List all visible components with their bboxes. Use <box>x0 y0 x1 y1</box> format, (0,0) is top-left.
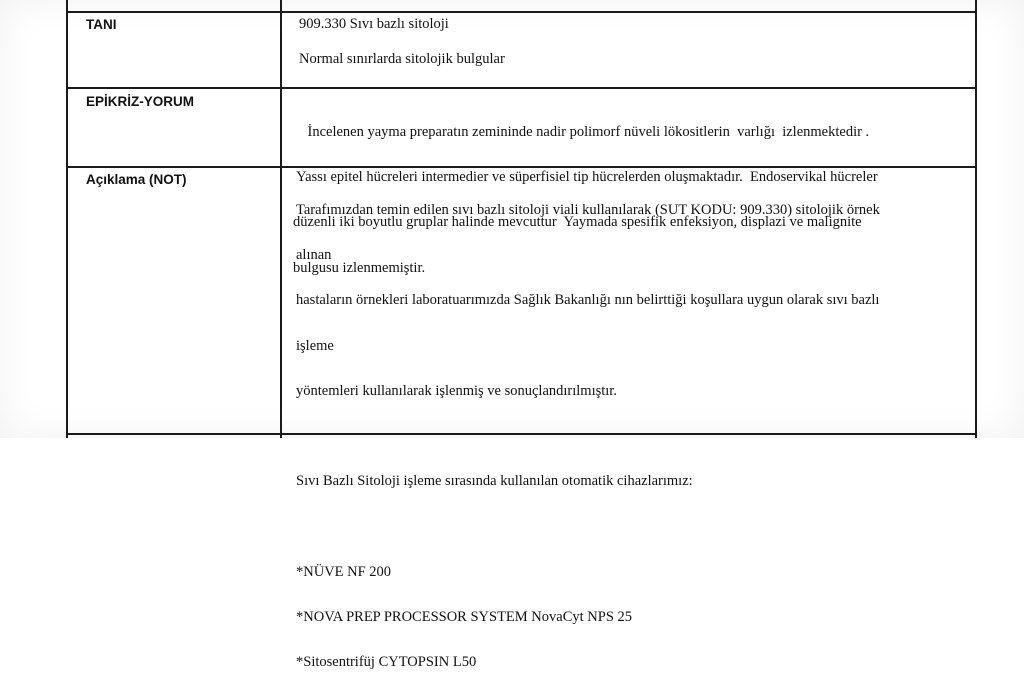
epikriz-line: Yassı epitel hücreleri intermedier ve süperfisiel tip hücrelerden oluşmaktadır. Endoservikal hücreler <box>293 169 878 186</box>
tani-code-text: 909.330 Sıvı bazlı sitoloji <box>299 16 449 32</box>
table-right-border <box>975 0 977 438</box>
epikriz-line: düzenli iki boyutlu gruplar halinde mevcuttur Yaymada spesifik enfeksiyon, displazi ve malignite <box>293 214 862 231</box>
aciklama-line: alınan <box>296 247 332 264</box>
table-top-border <box>66 11 976 13</box>
aciklama-line <box>296 519 880 534</box>
aciklama-line <box>296 429 880 444</box>
epikriz-line: bulgusu izlenmemiştir. <box>293 259 426 276</box>
epikriz-label: EPİKRİZ-YORUM <box>86 94 194 109</box>
aciklama-line: *NOVA PREP PROCESSOR SYSTEM NovaCyt NPS 25 <box>296 608 633 625</box>
epikriz-line: İncelenen yayma preparatın zemininde nadir polimorf nüveli lökositlerin varlığı izlenmektedir . <box>293 124 870 140</box>
aciklama-line: Sıvı Bazlı Sitoloji işleme sırasında kullanılan otomatik cihazlarımız: <box>296 473 693 490</box>
aciklama-label: Açıklama (NOT) <box>86 172 187 187</box>
aciklama-line: *NÜVE NF 200 <box>296 563 392 580</box>
tani-label: TANI <box>86 17 117 32</box>
aciklama-line: hastaların örnekleri laboratuarımızda Sağlık Bakanlığı nın belirttiği koşullara uygun olarak sıvı bazlı <box>296 292 880 309</box>
aciklama-line: yöntemleri kullanılarak işlenmiş ve sonuçlandırılmıştır. <box>296 382 617 399</box>
row-divider-tani-epikriz <box>66 87 976 89</box>
table-column-divider <box>280 0 282 438</box>
aciklama-line: işleme <box>296 337 334 354</box>
table-left-border <box>66 0 68 438</box>
tani-diagnosis-text: Normal sınırlarda sitolojik bulgular <box>299 51 505 67</box>
aciklama-line: *Sitosentrifüj CYTOPSIN L50 <box>296 653 477 670</box>
aciklama-text <box>296 173 880 700</box>
aciklama-line: Tarafımızdan temin edilen sıvı bazlı sitoloji viali kullanılarak (SUT KODU: 909.330) sitolojik örnek <box>296 202 880 218</box>
